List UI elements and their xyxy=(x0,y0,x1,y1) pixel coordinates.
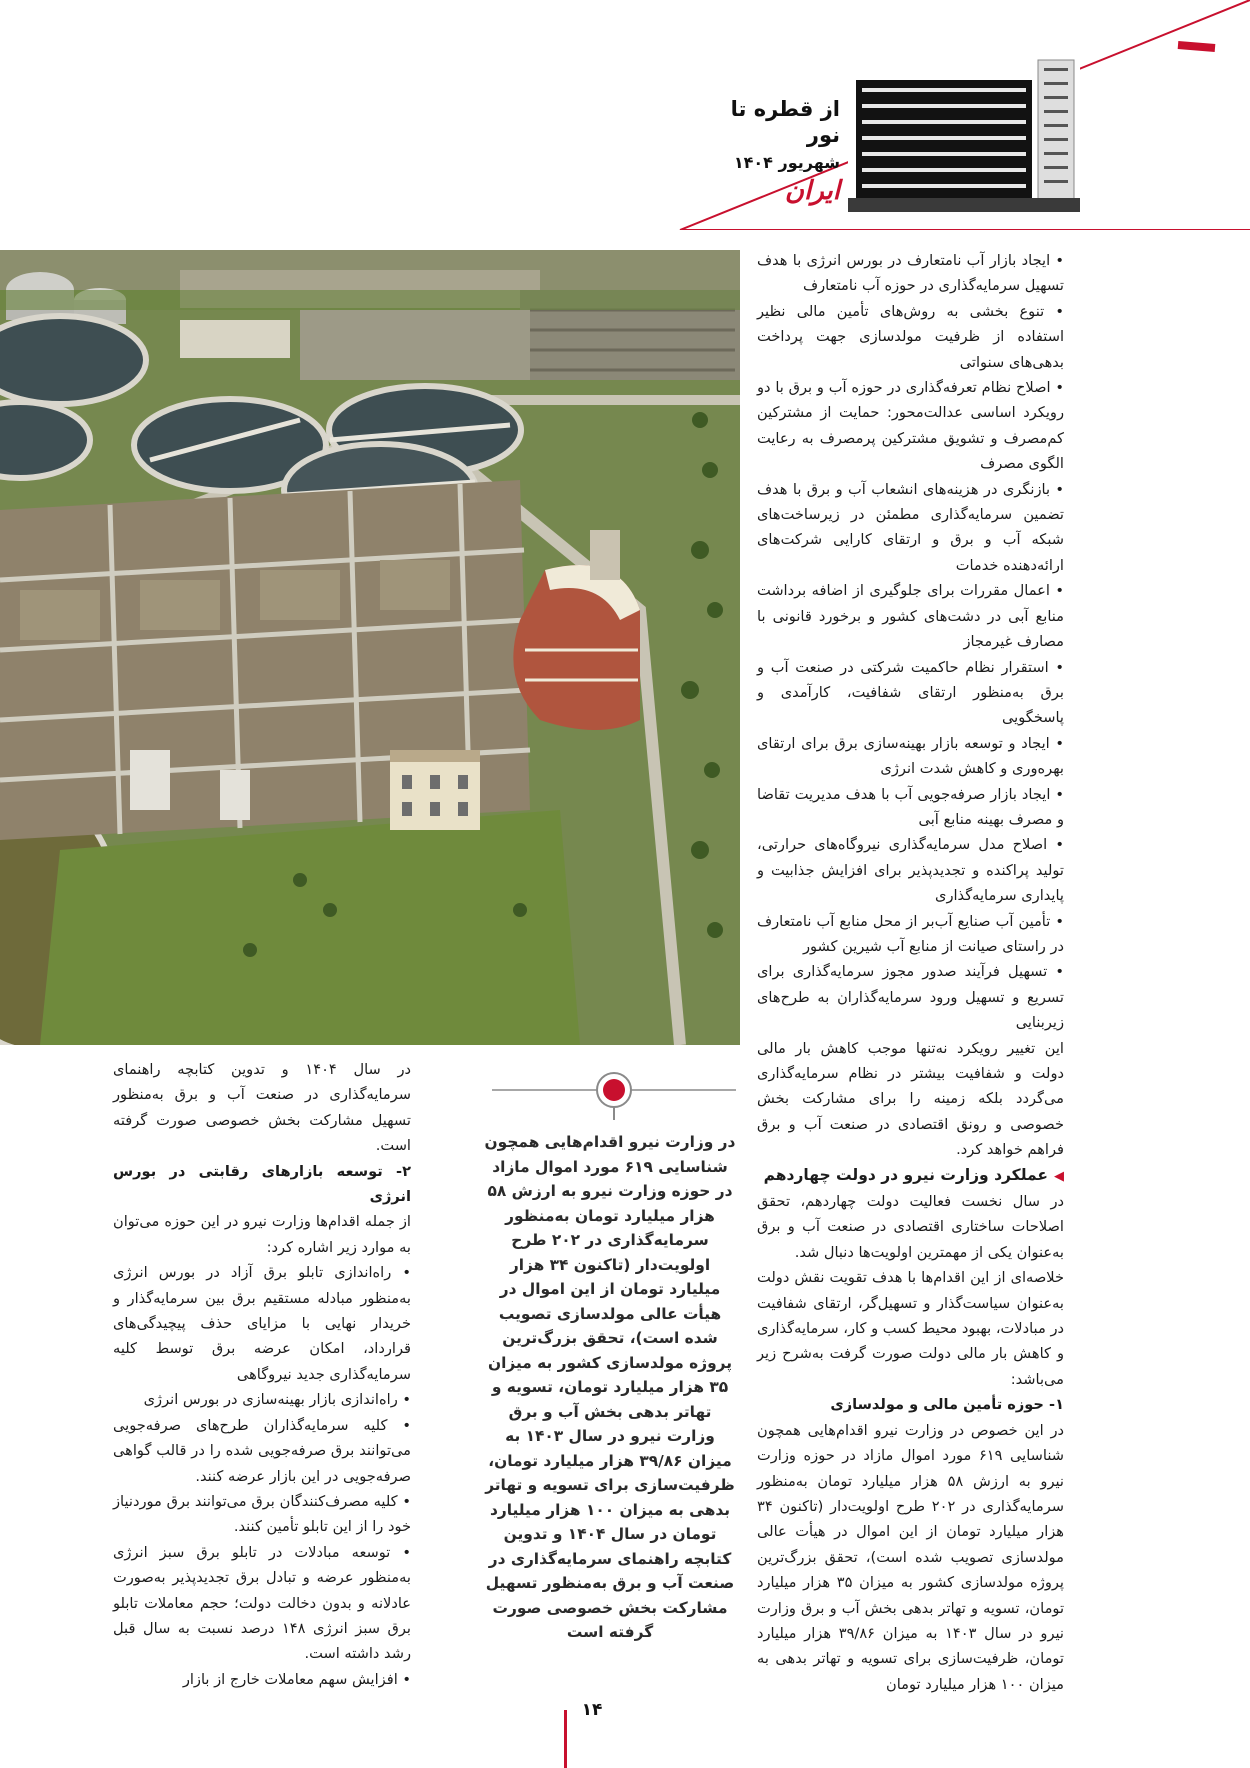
list-item: • ایجاد و توسعه بازار بهینه‌سازی برق برای ارتقای بهره‌وری و کاهش شدت انرژی xyxy=(757,731,1064,782)
pull-quote: در وزارت نیرو اقدام‌هایی همچون شناسایی ۶۱۹ مورد اموال مازاد در حوزه وزارت نیرو به ارزش ۵۸ هزار میلیارد تومان به‌منظور سرمایه‌گذاری در ۲۰۲ طرح اولویت‌دار (تاکنون ۳۴ هزار میلیارد تومان از این اموال در هیأت عالی مولدسازی تصویب شده است)، تحقق بزرگ‌ترین پروژه مولدسازی کشور به میزان ۳۵ هزار میلیارد تومان، تسویه و تهاتر بدهی بخش آب و برق وزارت نیرو در سال ۱۴۰۳ به میزان ۳۹/۸۶ هزار میلیارد تومان، ظرفیت‌سازی برای تسویه و تهاتر بدهی به میزان ۱۰۰ هزار میلیارد تومان در سال ۱۴۰۴ و تدوین کتابچه راهنمای سرمایه‌گذاری در صنعت آب و برق به‌منظور تسهیل مشارکت بخش خصوصی صورت گرفته است xyxy=(484,1133,736,1641)
list-item: • راه‌اندازی تابلو برق آزاد در بورس انرژی به‌منظور مبادله مستقیم برق بین سرمایه‌گذار و خریدار نهایی با مزایای حذف پیچیدگی‌های قرارداد، امکان عرضه برق توسط کلیه سرمایه‌گذاری جدید نیروگاهی xyxy=(113,1260,411,1387)
section-paragraph: از جمله اقدام‌ها وزارت نیرو در این حوزه می‌توان به موارد زیر اشاره کرد: xyxy=(113,1213,411,1256)
sub-heading: ۱- حوزه تأمین مالی و مولدسازی xyxy=(830,1396,1064,1414)
water-treatment-plant-photo xyxy=(0,250,740,1045)
section-paragraph: در سال نخست فعالیت دولت چهاردهم، تحقق اصلاحات ساختاری اقتصادی در صنعت آب و برق به‌عنوان یکی از مهمترین اولویت‌ها دنبال شد. xyxy=(757,1193,1064,1261)
section-paragraph: در این خصوص در وزارت نیرو اقدام‌هایی همچون شناسایی ۶۱۹ مورد اموال مازاد در حوزه وزارت نیرو به ارزش ۵۸ هزار میلیارد تومان به‌منظور سرمایه‌گذاری در ۲۰۲ طرح اولویت‌دار (تاکنون ۳۴ هزار میلیارد تومان از این اموال در هیأت عالی مولدسازی تصویب شده است)، تحقق بزرگ‌ترین پروژه مولدسازی کشور به میزان ۳۵ هزار میلیارد تومان، تسویه و تهاتر بدهی بخش آب و برق وزارت نیرو در سال ۱۴۰۳ به میزان ۳۹/۸۶ هزار میلیارد تومان، ظرفیت‌سازی برای تسویه و تهاتر بدهی به میزان ۱۰۰ هزار میلیارد تومان xyxy=(757,1421,1064,1693)
section-paragraph: خلاصه‌ای از این اقدام‌ها با هدف تقویت نقش دولت به‌عنوان سیاست‌گذار و تسهیل‌گر، ارتقای شفافیت در مبادلات، بهبود محیط کسب و کار، سرمایه‌گذاری و کاهش بار مالی دولت صورت گرفت به‌شرح زیر می‌باشد: xyxy=(757,1269,1064,1388)
list-item: • اعمال مقررات برای جلوگیری از اضافه برداشت منابع آبی در دشت‌های کشور و برخورد قانونی با مصارف غیرمجاز xyxy=(757,578,1064,654)
brand-logo: ایران xyxy=(784,176,840,206)
list-item: • راه‌اندازی بازار بهینه‌سازی در بورس انرژی xyxy=(113,1387,411,1412)
list-item: • ایجاد بازار صرفه‌جویی آب با هدف مدیریت تقاضا و مصرف بهینه منابع آبی xyxy=(757,782,1064,833)
list-item: • تنوع بخشی به روش‌های تأمین مالی نظیر استفاده از ظرفیت مولدسازی جهت پرداخت بدهی‌های سنواتی xyxy=(757,299,1064,375)
right-text-column xyxy=(757,248,1064,1697)
ministry-building-photo xyxy=(848,52,1080,212)
sub-heading: ۲- توسعه بازارهای رقابتی در بورس انرژی xyxy=(113,1162,411,1206)
list-item: • بازنگری در هزینه‌های انشعاب آب و برق با هدف تضمین سرمایه‌گذاری مطمئن در زیرساخت‌های شبکه آب و برق و ارتقای کارایی شرکت‌های ارائه‌دهنده خدمات xyxy=(757,477,1064,579)
section-heading xyxy=(757,1163,1064,1189)
closing-paragraph: این تغییر رویکرد نه‌تنها موجب کاهش بار مالی دولت و شفافیت بیشتر در نظام سرمایه‌گذاری می‌گردد بلکه زمینه را برای مشارکت بخش خصوصی و رونق اقتصادی در صنعت آب و برق فراهم خواهد کرد. xyxy=(757,1039,1064,1159)
list-item: • ایجاد بازار آب نامتعارف در بورس انرژی با هدف تسهیل سرمایه‌گذاری در حوزه آب نامتعارف xyxy=(757,248,1064,299)
issue-date: شهریور ۱۴۰۴ xyxy=(733,153,840,172)
list-item: • توسعه مبادلات در تابلو برق سبز انرژی به‌منظور عرضه و تبادل برق تجدیدپذیر به‌صورت عادلانه و بدون دخالت دولت؛ حجم معاملات تابلو برق سبز انرژی ۱۴۸ درصد نسبت به سال قبل رشد داشته است. xyxy=(113,1540,411,1667)
list-item: • اصلاح نظام تعرفه‌گذاری در حوزه آب و برق با دو رویکرد اساسی عدالت‌محور: حمایت از مشترکین کم‌مصرف و تشویق مشترکین پرمصرف به رعایت الگوی مصرف xyxy=(757,375,1064,477)
left-text-column xyxy=(113,1057,411,1692)
list-item: • اصلاح مدل سرمایه‌گذاری نیروگاه‌های حرارتی، تولید پراکنده و تجدیدپذیر برای افزایش جذابیت و پایداری سرمایه‌گذاری xyxy=(757,832,1064,908)
section-heading-text: عملکرد وزارت نیرو در دولت چهاردهم xyxy=(763,1165,1048,1184)
page-number: ۱۴ xyxy=(581,1700,603,1720)
issue-title: از قطره تا نور xyxy=(730,97,840,147)
intro-paragraph: در سال ۱۴۰۴ و تدوین کتابچه راهنمای سرمایه‌گذاری در صنعت آب و برق به‌منظور تسهیل مشارکت بخش خصوصی صورت گرفته است. xyxy=(113,1061,411,1155)
triangle-arrow-icon: ◀ xyxy=(1054,1168,1064,1184)
list-item: • استقرار نظام حاکمیت شرکتی در صنعت آب و برق به‌منظور ارتقای شفافیت، کارآمدی و پاسخگویی xyxy=(757,655,1064,731)
quote-ornament xyxy=(492,1068,736,1120)
list-item: • تسهیل فرآیند صدور مجوز سرمایه‌گذاری برای تسریع و تسهیل ورود سرمایه‌گذاران به طرح‌های زیربنایی xyxy=(757,959,1064,1035)
page-number-rule xyxy=(564,1710,567,1768)
magazine-header xyxy=(700,96,840,206)
list-item: • کلیه مصرف‌کنندگان برق می‌توانند برق موردنیاز خود را از این تابلو تأمین کنند. xyxy=(113,1489,411,1540)
list-item: • تأمین آب صنایع آب‌بر از محل منابع آب نامتعارف در راستای صیانت از منابع آب شیرین کشور xyxy=(757,909,1064,960)
list-item: • کلیه سرمایه‌گذاران طرح‌های صرفه‌جویی می‌توانند برق صرفه‌جویی شده را در قالب گواهی صرفه‌جویی در این بازار عرضه کنند. xyxy=(113,1413,411,1489)
list-item: • افزایش سهم معاملات خارج از بازار xyxy=(113,1667,411,1692)
